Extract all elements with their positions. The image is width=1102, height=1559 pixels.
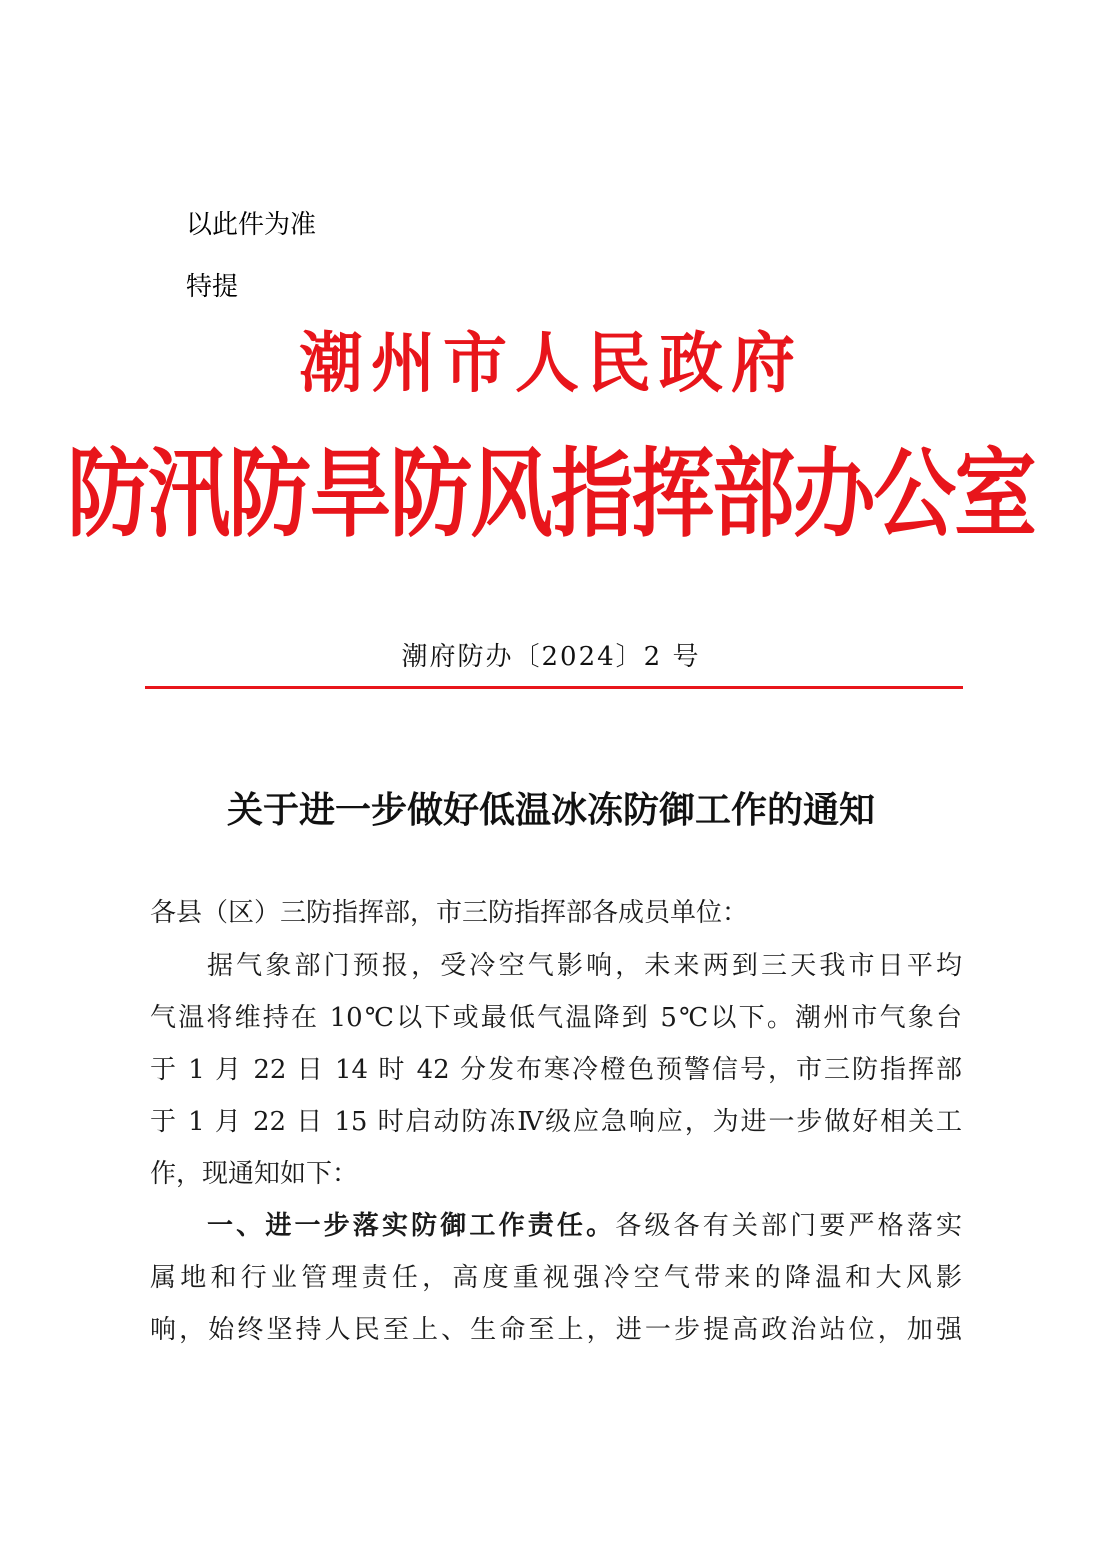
paragraph-line: 据气象部门预报，受冷空气影响，未来两到三天我市日平均 <box>207 951 962 981</box>
paragraph-line: 作，现通知如下： <box>150 1159 359 1189</box>
issuing-organization-line2: 防汛防旱防风指挥部办公室 <box>67 437 1035 551</box>
urgency-note: 特提 <box>186 272 239 302</box>
section1-first-line <box>207 1200 962 1252</box>
header-divider <box>145 686 963 689</box>
document-title: 关于进一步做好低温冰冻防御工作的通知 <box>226 789 875 831</box>
paragraph-line: 属地和行业管理责任，高度重视强冷空气带来的降温和大风影 <box>150 1263 962 1293</box>
validity-note: 以此件为准 <box>186 210 317 240</box>
section1-heading: 一、进一步落实防御工作责任。 <box>207 1211 616 1241</box>
paragraph-line: 于 1 月 22 日 14 时 42 分发布寒冷橙色预警信号，市三防指挥部 <box>150 1055 962 1085</box>
paragraph-line: 于 1 月 22 日 15 时启动防冻Ⅳ级应急响应，为进一步做好相关工 <box>150 1107 962 1137</box>
paragraph-line: 响，始终坚持人民至上、生命至上，进一步提高政治站位，加强 <box>150 1315 962 1345</box>
document-number: 潮府防办〔2024〕2 号 <box>401 642 701 672</box>
paragraph-line: 气温将维持在 10℃以下或最低气温降到 5℃以下。潮州市气象台 <box>150 1003 962 1033</box>
addressee-line: 各县（区）三防指挥部，市三防指挥部各成员单位： <box>150 898 749 928</box>
issuing-organization-line1: 潮州市人民政府 <box>299 325 803 402</box>
section1-first-line-text: 各级各有关部门要严格落实 <box>615 1211 962 1241</box>
